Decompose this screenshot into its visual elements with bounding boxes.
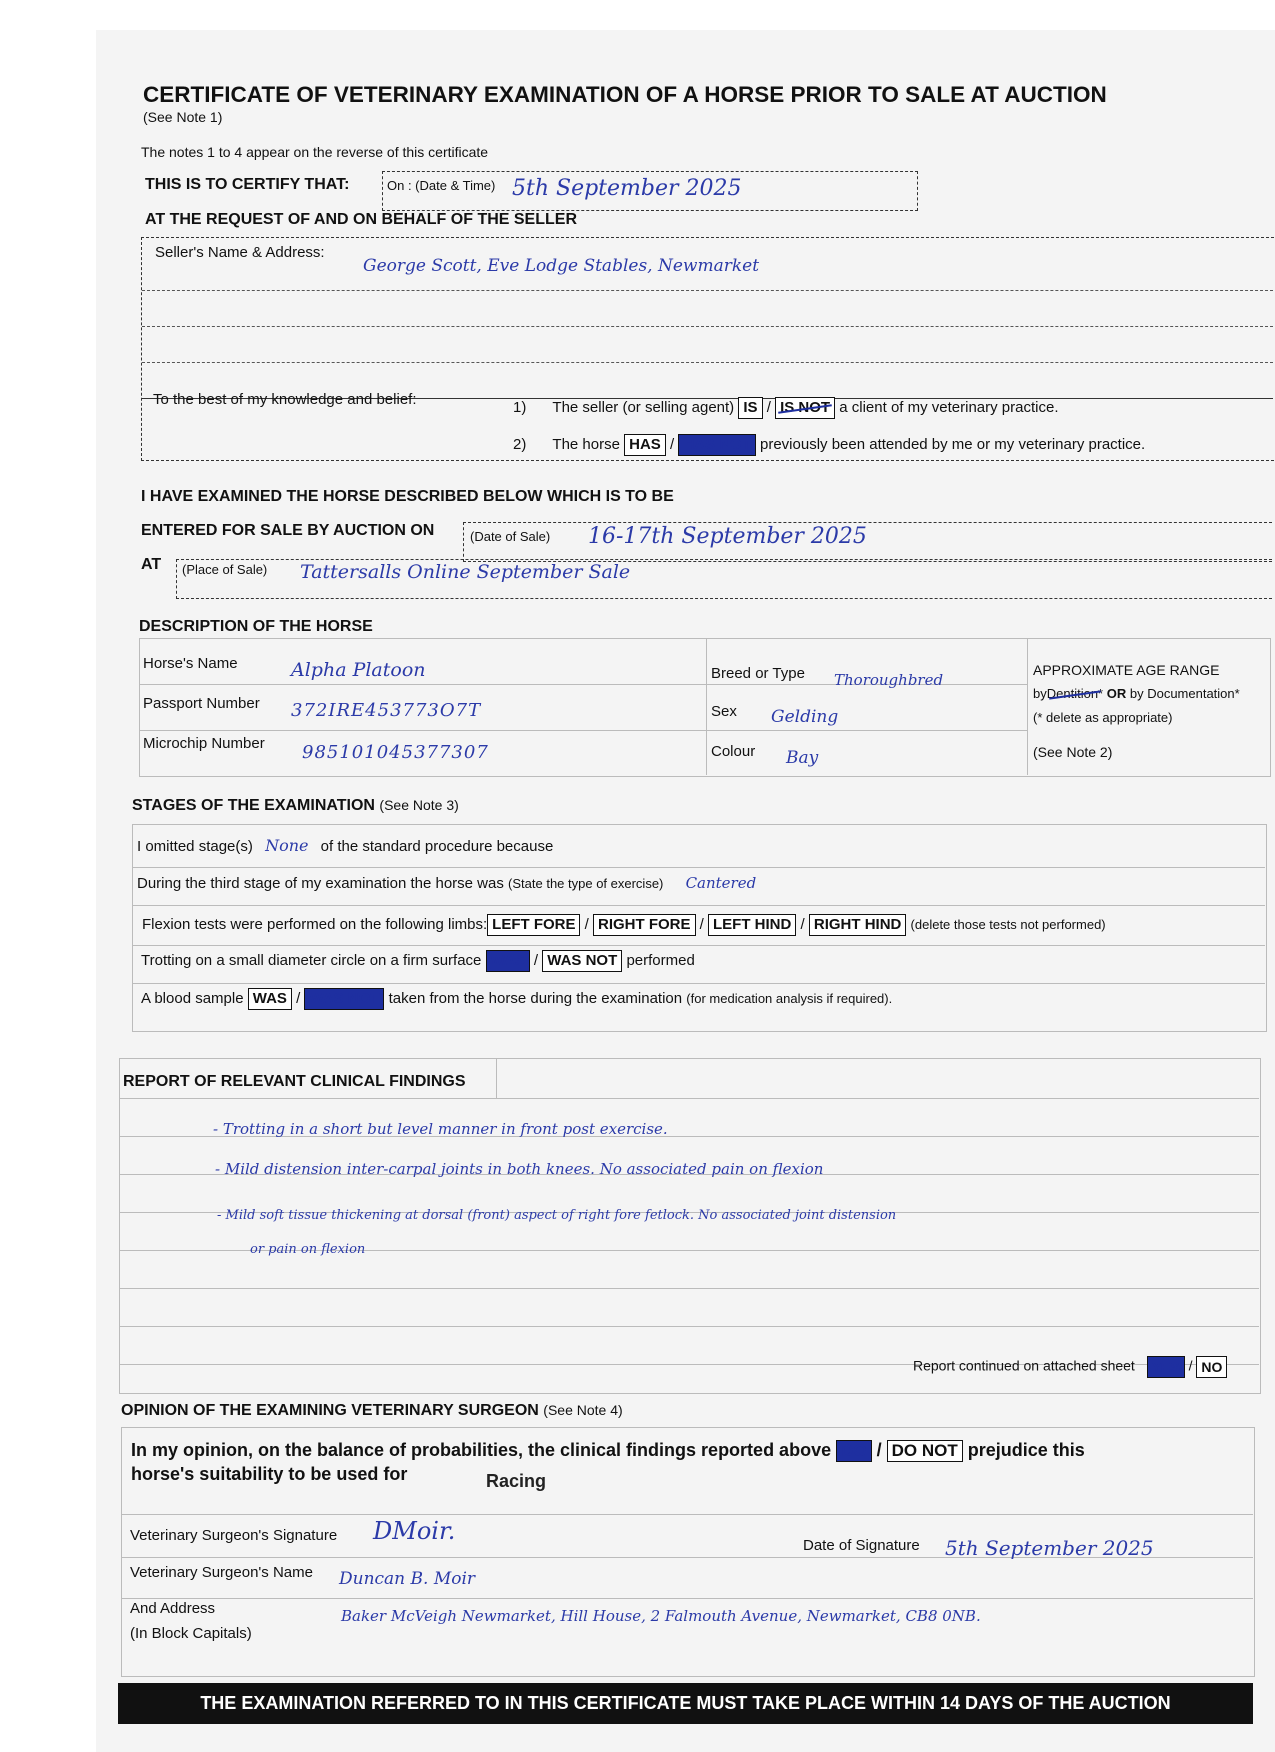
continued-no-option[interactable]: NO [1196,1356,1227,1378]
trotting-row: Trotting on a small diameter circle on a firm surface WAS / WAS NOT performed [141,950,695,972]
opinion-statement-post: prejudice this [967,1440,1085,1460]
signature-date-label: Date of Signature [803,1537,920,1554]
vet-name-value[interactable]: Duncan B. Moir [339,1569,476,1589]
flexion-row: Flexion tests were performed on the following limbs: LEFT FORE / RIGHT FORE / LEFT HIND / RIGHT HIND (delete those tests not performed) [142,914,1106,936]
stages-row-line-3 [132,945,1265,946]
blood-was-not-option[interactable]: WAS NOT [304,988,384,1010]
age-dentition-option[interactable]: Dentition* [1046,686,1104,701]
opinion-heading-text: OPINION OF THE EXAMINING VETERINARY SURGEON [121,1402,539,1419]
opinion-do-not-option[interactable]: DO NOT [887,1440,963,1462]
continued-yes-option[interactable]: YES [1147,1356,1185,1378]
opinion-heading [121,1402,623,1420]
item2-text: The horse [552,435,620,453]
stages-row-line-1 [132,867,1265,868]
report-line-6 [119,1288,1259,1289]
breed-label: Breed or Type [711,665,805,682]
stages-heading-text: STAGES OF THE EXAMINATION [132,797,375,814]
stages-heading-note: (See Note 3) [379,797,459,813]
blood-hint: (for medication analysis if required). [686,990,893,1006]
flexion-pre: Flexion tests were performed on the following limbs: [142,915,488,933]
intended-use-value[interactable]: Racing [486,1471,547,1491]
flexion-right-hind[interactable]: RIGHT HIND [809,914,907,936]
blood-post: taken from the horse during the examination [388,989,683,1007]
blood-was-option[interactable]: WAS [248,988,292,1010]
age-range-heading: APPROXIMATE AGE RANGE [1033,662,1220,678]
flexion-right-fore[interactable]: RIGHT FORE [593,914,696,936]
seller-value[interactable]: George Scott, Eve Lodge Stables, Newmarket [363,256,760,276]
certificate-title: CERTIFICATE OF VETERINARY EXAMINATION OF A HORSE PRIOR TO SALE AT AUCTION [143,82,1107,107]
footer-banner [118,1683,1253,1724]
knowledge-label: To the best of my knowledge and belief: [153,391,417,408]
opinion-statement-pre: In my opinion, on the balance of probabilities, the clinical findings reported above [131,1440,832,1460]
report-line-1 [119,1098,1259,1099]
stages-row-line-4 [132,983,1265,984]
client-is-option[interactable]: IS [738,397,762,419]
opinion-do-option[interactable]: DO [836,1440,872,1462]
item1-post: a client of my veterinary practice. [839,398,1059,416]
omitted-row [137,836,553,855]
opinion-statement-line-2: horse's suitability to be used for [131,1464,408,1484]
description-heading: DESCRIPTION OF THE HORSE [139,618,373,635]
item2-number: 2) [513,435,527,453]
footer-banner-text: THE EXAMINATION REFERRED TO IN THIS CERTIFICATE MUST TAKE PLACE WITHIN 14 DAYS OF THE AUCTION [200,1693,1171,1713]
sex-value[interactable]: Gelding [771,707,839,727]
flexion-left-hind[interactable]: LEFT HIND [708,914,796,936]
finding-1[interactable]: - Trotting in a short but level manner in front post exercise. [213,1120,668,1138]
sale-place-label: (Place of Sale) [182,562,268,577]
blood-row: A blood sample WAS / WAS NOT taken from the horse during the examination (for medication analysis if required). [141,988,892,1010]
microchip-label: Microchip Number [143,735,265,752]
third-stage-value[interactable]: Cantered [685,874,757,892]
opinion-line-1 [121,1514,1253,1515]
third-stage-row [137,874,756,892]
sale-date-field[interactable] [463,522,1272,562]
flexion-left-fore[interactable]: LEFT FORE [487,914,580,936]
breed-value[interactable]: Thoroughbred [834,671,944,689]
knowledge-item-2: 2) The horse HAS / HAS NOT previously been attended by me or my veterinary practice. [513,434,1145,456]
age-range-options [1033,686,1240,701]
item2-post: previously been attended by me or my veterinary practice. [760,435,1146,453]
trotting-pre: Trotting on a small diameter circle on a firm surface [141,951,482,969]
sale-date-label: (Date of Sale) [470,529,551,544]
third-stage-hint: (State the type of exercise) [508,876,664,891]
age-note: (See Note 2) [1033,744,1113,760]
certify-label: THIS IS TO CERTIFY THAT: [145,176,350,193]
age-or: OR [1106,686,1127,701]
third-stage-pre: During the third stage of my examination the horse was [137,875,504,892]
request-heading: AT THE REQUEST OF AND ON BEHALF OF THE SELLER [145,211,577,228]
vet-address-value[interactable]: Baker McVeigh Newmarket, Hill House, 2 Falmouth Avenue, Newmarket, CB8 0NB. [341,1607,981,1625]
exam-date-label: On : (Date & Time) [387,178,496,193]
item1-text: The seller (or selling agent) [552,398,735,416]
omitted-post: of the standard procedure because [320,838,554,855]
blood-pre: A blood sample [141,989,244,1007]
trotting-was-not-option[interactable]: WAS NOT [542,950,622,972]
exam-date-value: 5th September 2025 [512,176,742,201]
age-delete-hint: (* delete as appropriate) [1033,710,1173,725]
vet-name-label: Veterinary Surgeon's Name [130,1564,313,1581]
desc-col-line-1 [706,638,707,775]
stages-row-line-2 [132,905,1265,906]
sale-place-value: Tattersalls Online September Sale [300,561,631,583]
desc-col-line-2 [1027,638,1028,775]
report-continued-label: Report continued on attached sheet [913,1357,1135,1374]
see-note-1: (See Note 1) [143,109,223,125]
desc-row-line-2 [139,730,1027,731]
vet-address-hint: (In Block Capitals) [130,1625,252,1642]
trotting-post: performed [626,951,695,969]
trotting-was-option[interactable]: WAS [486,950,530,972]
signature-label: Veterinary Surgeon's Signature [130,1527,338,1544]
entered-label: ENTERED FOR SALE BY AUCTION ON [141,522,435,539]
signature-date-value[interactable]: 5th September 2025 [945,1536,1154,1560]
flexion-post: (delete those tests not performed) [910,916,1106,932]
opinion-statement: In my opinion, on the balance of probabilities, the clinical findings reported above DO / DO NOT prejudice this [131,1440,1085,1461]
colour-label: Colour [711,743,756,760]
report-continued: Report continued on attached sheet YES / NO [913,1356,1227,1378]
report-heading-divider [496,1058,497,1098]
microchip-value[interactable]: 985101045377307 [302,742,489,763]
horse-name-label: Horse's Name [143,655,238,672]
seller-line-2 [142,326,1273,327]
signature-value[interactable]: DMoir. [373,1517,456,1545]
item1-number: 1) [513,398,527,416]
vet-address-label: And Address [130,1600,216,1617]
sex-label: Sex [711,703,737,720]
client-is-not-option[interactable]: IS NOT [775,397,835,419]
examined-heading: I HAVE EXAMINED THE HORSE DESCRIBED BELOW WHICH IS TO BE [141,488,674,505]
age-by: by [1033,686,1047,701]
finding-3[interactable]: - Mild soft tissue thickening at dorsal (front) aspect of right fore fetlock. No associated joint distension [217,1208,897,1223]
sale-date-value: 16-17th September 2025 [588,524,867,549]
notes-intro: The notes 1 to 4 appear on the reverse of this certificate [141,144,489,160]
at-label: AT [141,556,162,573]
knowledge-item-1: 1) The seller (or selling agent) IS / IS NOT a client of my veterinary practice. [513,397,1059,419]
attended-has-option[interactable]: HAS [624,434,666,456]
colour-value[interactable]: Bay [786,748,819,768]
opinion-heading-note: (See Note 4) [543,1402,623,1418]
report-heading: REPORT OF RELEVANT CLINICAL FINDINGS [123,1073,466,1090]
age-documentation-option[interactable]: by Documentation* [1129,686,1240,701]
horse-name-value[interactable]: Alpha Platoon [291,659,426,681]
passport-label: Passport Number [143,695,260,712]
omitted-value[interactable]: None [265,836,309,855]
seller-line-3 [142,362,1273,363]
report-line-7 [119,1326,1259,1327]
report-box [119,1058,1261,1394]
finding-4[interactable]: or pain on flexion [250,1242,366,1257]
opinion-line-3 [121,1598,1253,1599]
seller-line-1 [142,290,1273,291]
seller-label: Seller's Name & Address: [155,244,325,261]
stages-heading [132,797,459,815]
passport-value[interactable]: 372IRE453773O7T [291,700,482,721]
attended-has-not-option[interactable]: HAS NOT [678,434,756,456]
omitted-pre: I omitted stage(s) [137,838,253,855]
finding-2[interactable]: - Mild distension inter-carpal joints in both knees. No associated pain on flexion [215,1160,824,1178]
